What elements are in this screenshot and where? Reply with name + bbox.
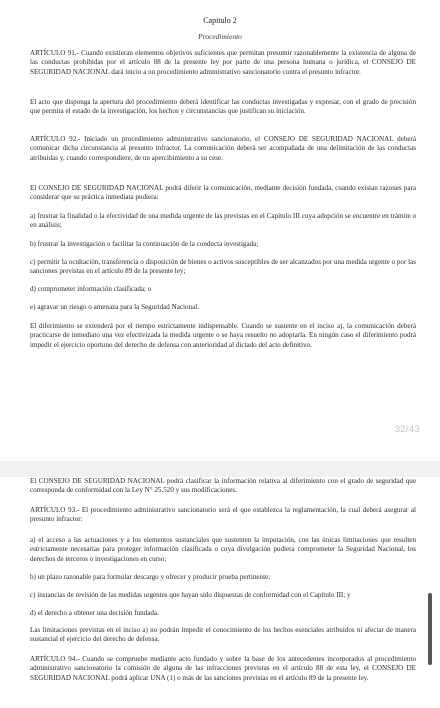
deferral-duration-paragraph: El diferimiento se extenderá por el tiempo estrictamente indispensable. Cuando se sustente en el inciso a), la comunicación deberá practicarse de inmediato una vez efectivizada la medida urgente o se haya resuelto no adoptarla. En ningún caso el diferimiento podrá impedir el ejercicio oportuno del derecho de defensa con anterioridad al dictado del acto definitivo. [30, 322, 416, 349]
clause-d: d) comprometer información clasificada; o [30, 285, 152, 293]
article-93-clause-b: b) un plazo razonable para formular descargo y ofrecer y producir prueba pertinente; [30, 573, 271, 581]
article-93-clause-c: c) instancias de revisión de las medidas urgentes que hayan sido dispuestas de conformidad con el Capítulo III; y [30, 591, 351, 599]
document-page-33 [0, 477, 440, 708]
article-93-clause-d: d) el derecho a obtener una decisión fundada. [30, 609, 159, 617]
clause-b: b) frustrar la investigación o facilitar la continuación de la conducta investigada; [30, 240, 259, 248]
article-92-paragraph: ARTÍCULO 92.- Iniciado un procedimiento administrativo sancionatorio, el CONSEJO DE SEGURIDAD NACIONAL deberá comunicar dicha circunstancia al presunto infractor. La comunicación deberá ser acompañada de una delimitación de las conductas atribuidas y, cuando correspondiere, de un apercibimiento a su cese. [30, 135, 416, 162]
article-91-paragraph: ARTÍCULO 91.- Cuando existieran elementos objetivos suficientes que permitan presumir razonablemente la existencia de alguna de las conductas prohibidas por el artículo 88 de la presente ley por parte de una persona humana o jurídica, el CONSEJO DE SEGURIDAD NACIONAL dará inicio a un procedimiento administrativo sancionatorio contra el presunto infractor. [30, 49, 416, 76]
classification-paragraph: El CONSEJO DE SEGURIDAD NACIONAL podrá clasificar la información relativa al diferimiento con el grado de seguridad que corresponda de conformidad con la Ley N° 25.520 y sus modificaciones. [30, 477, 416, 495]
clause-c: c) permitir la ocultación, transferencia o disposición de bienes o activos susceptibles de ser alcanzados por una medida urgente o por las sanciones previstas en el artículo 89 de la presente ley; [30, 258, 416, 276]
article-94-paragraph: ARTÍCULO 94.- Cuando se compruebe mediante acto fundado y sobre la base de los antecedentes incorporados al procedimiento administrativo sancionatorio la comisión de alguna de las infracciones previstas en el artículo 88 de esta ley, el CONSEJO DE SEGURIDAD NACIONAL podrá aplicar UNA (1) o más de las sanciones previstas en el artículo 89 de la presente ley. [30, 655, 416, 682]
article-93-paragraph: ARTÍCULO 93.- El procedimiento administrativo sancionatorio será el que establezca la reglamentación, la cual deberá asegurar al presunto infractor: [30, 506, 416, 524]
chapter-heading: Capitulo 2 [203, 16, 237, 25]
limitations-paragraph: Las limitaciones previstas en el inciso a) no podrán impedir el conocimiento de los hechos esenciales atribuidos ni afectar de manera sustancial el ejercicio del derecho de defensa. [30, 626, 416, 644]
clause-a: a) frustrar la finalidad o la efectividad de una medida urgente de las previstas en el Capítulo III cuya adopción se encuentre en trámite o en análisis; [30, 212, 416, 230]
article-91-opening-paragraph: El acto que disponga la apertura del procedimiento deberá identificar las conductas investigadas y expresar, con el grado de precisión que permita el estado de la investigación, los hechos y circunstancias que justifican su iniciación. [30, 98, 416, 116]
deferral-paragraph: El CONSEJO DE SEGURIDAD NACIONAL podrá diferir la comunicación, mediante decisión fundada, cuando existan razones para considerar que su práctica inmediata pudiera: [30, 184, 416, 202]
article-93-clause-a: a) el acceso a las actuaciones y a los elementos sustanciales que sustenten la imputación, con las únicas limitaciones que resulten estrictamente necesarias para proteger información clasificada o cuya divulgación pudiera comprometer la Seguridad Nacional, los derechos de terceros o investigaciones en curso; [30, 536, 416, 563]
section-heading: Procedimiento [198, 32, 242, 41]
scrollbar-thumb[interactable] [428, 593, 432, 665]
page-indicator: 32/43 [394, 424, 420, 435]
clause-e: e) agravar un riesgo o amenaza para la Seguridad Nacional. [30, 303, 199, 311]
